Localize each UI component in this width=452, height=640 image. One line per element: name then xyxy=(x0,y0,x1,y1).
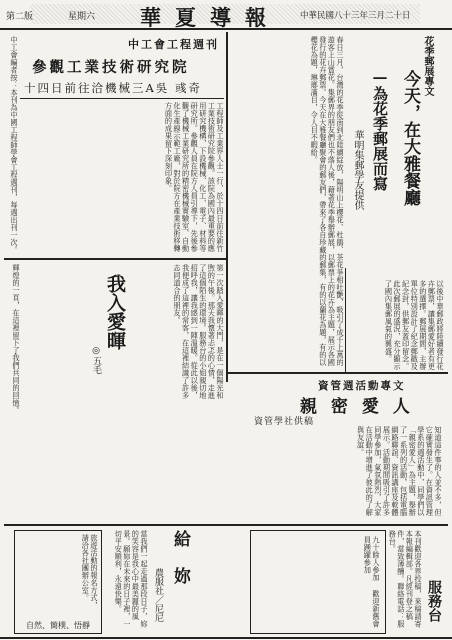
mid-right-body: 知道這件事的人並不多，但它確實發生了。在資訊管理學系的週活動中，同學們以「親密愛人」為主題，舉辦了一系列的活動，包括電腦網路聯誼、資訊講座及軟體展示。活動期間吸引了許多同學參加，氣氛熱烈，大家在活動中增進了彼此的了解與友誼。 xyxy=(356,426,443,516)
mid-center-body xyxy=(160,372,224,502)
bottom-center-title: 給 妳 xyxy=(170,530,190,584)
top-left-headline: 參觀工業技術研究院 xyxy=(32,59,190,76)
top-left-headline-rule xyxy=(20,98,224,99)
header-weekday: 星期六 xyxy=(68,12,96,22)
top-left-body: 工程師及工業界人士一行，於十四日前往新竹工業技術研究院參觀。該院為國內最重要的應用研究機構，下設機械、化工、電子、材料等研究所。參觀人員在院方人員引導下，先後參觀了機械工業研究所的精密機械實驗室、自動化生產線示範工廠，對於院方在產業技術移轉方面的成果留下深刻印象。 xyxy=(164,102,225,252)
top-left-subhead: 十四日前往洽機械三A吳 彧奇 xyxy=(24,81,202,95)
top-right-subheadline: —為花季郵展而寫 xyxy=(371,68,389,191)
bottom-left-footer: 自然、簡樸、悟靜 xyxy=(26,621,90,630)
left-mid-body-continued xyxy=(22,264,82,464)
divider-mid-horizontal xyxy=(228,372,448,374)
service-desk-body: 本刊歡迎各界投稿，來稿請寄本報編輯部。凡經刊登之稿件，當致薄酬。聯絡電話：服務台。 xyxy=(388,530,423,628)
top-left-side-note: 中工會編者按：本刊為中國工程師學會工程週刊，每週出刊一次。 xyxy=(10,36,19,254)
header-band xyxy=(0,0,452,30)
bottom-center-author: 農服社／尼尼 xyxy=(153,568,163,622)
top-right-headline: 今天，在大雅餐廳 xyxy=(400,70,420,206)
far-right-body: 以後中華郵政將陸續發行花卉郵票，讓集郵愛好者有更多的選擇。郵展期間，主辦單位特別設計了紀念郵戳及紀念封，供郵友蓋印留念。此次郵展的盛況，充分顯示了國內集郵風氣的興盛。 xyxy=(384,280,445,370)
top-right-column-label: 花季郵展專文 xyxy=(422,36,433,96)
divider-bottom-horizontal xyxy=(4,524,448,526)
bottom-ad-body: 九十餘人參加 歡迎新舊會員踴躍參加 xyxy=(363,536,381,628)
left-mid-title: 我入愛暉 xyxy=(104,274,126,350)
mid-right-headline: 親 密 愛 人 xyxy=(300,397,414,417)
left-mid-body: 第一次踏入愛暉的大門，是在一個陽光和煦的午後。那天我懷著忐忑的心情，走進了這個陌生的環境。服務台的小姐親切地招呼我，讓我感到一陣溫暖。從此以後，我便成了這裡的常客，在這裡結識了許多志同道合的朋友。 xyxy=(173,264,225,399)
top-right-byline: 華明集郵學友提供 xyxy=(352,130,363,210)
bottom-border xyxy=(0,637,452,639)
left-small-body: 輝煌的一頁，在這裡留下了我們共同的回憶。 xyxy=(12,264,21,414)
left-mid-author: ◎五毛 xyxy=(91,346,101,374)
service-desk-title: 服務台 xyxy=(426,580,442,622)
divider-top-center-vertical xyxy=(226,32,228,382)
bottom-center-right-body xyxy=(196,530,246,630)
bottom-center-body: 當我們一起走過那段日子，妳的笑容是我心中最美麗的風景。願妳在未來的日子裡，一切平安順利，永遠快樂。 xyxy=(114,530,149,628)
bottom-left-body: 旅遊活動的報名方式，請洽各社團辦公室。 xyxy=(81,534,99,609)
header-page-number: 第二版 xyxy=(6,12,34,22)
divider-right-vertical xyxy=(345,268,346,372)
divider-left-horizontal xyxy=(4,258,226,260)
paper-name: 華夏導報 xyxy=(140,5,280,30)
top-right-body: 春日三月，台灣的花季從南到北陸續綻放，陽明山上櫻花、杜鵑、茶花爭相吐艷，吸引了成千上萬的遊客上山賞花。集郵界的朋友們也不落人後，藉著花季舉辦郵展，以郵票上的花卉為主題，展示各國發行的花卉郵票。今天在大雅餐廳聚會的郵友們，帶來了各自珍藏的郵集，有的以蘭花為題，有的以櫻花為題，琳瑯滿目，令人目不暇給。 xyxy=(310,36,345,366)
header-date: 中華民國八十三年三月二十日 xyxy=(300,11,411,21)
mid-right-byline: 資管學社供稿 xyxy=(254,417,315,427)
mid-right-column-label: 資管週活動專文 xyxy=(318,380,406,392)
top-left-column-label: 中工會工程週刊 xyxy=(128,38,219,51)
